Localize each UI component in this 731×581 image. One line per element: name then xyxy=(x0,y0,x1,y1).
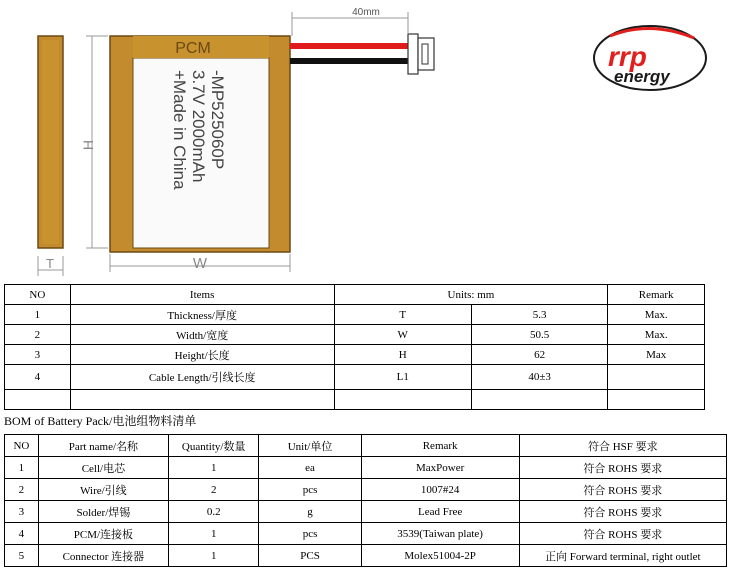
spec-item: Width/宽度 xyxy=(70,325,334,345)
bom-no: 2 xyxy=(5,479,39,501)
spec-table xyxy=(4,284,705,410)
spec-symbol: T xyxy=(334,305,471,325)
spec-value xyxy=(471,390,607,410)
bom-unit: pcs xyxy=(259,479,361,501)
bom-header-remark: Remark xyxy=(361,435,519,457)
bom-part: Solder/焊锡 xyxy=(38,501,168,523)
cell-origin-text: +Made in China xyxy=(170,70,189,190)
bom-table xyxy=(4,434,727,567)
table-row xyxy=(5,365,705,390)
bom-unit: PCS xyxy=(259,545,361,567)
logo-mark: rrp xyxy=(608,41,647,72)
spec-item: Height/长度 xyxy=(70,345,334,365)
dim-width-label: W xyxy=(192,255,208,272)
spec-value: 5.3 xyxy=(471,305,607,325)
spec-no: 2 xyxy=(5,325,71,345)
spec-remark xyxy=(608,390,705,410)
bom-qty: 2 xyxy=(168,479,259,501)
spec-remark: Max. xyxy=(608,325,705,345)
bom-unit: g xyxy=(259,501,361,523)
spec-value: 50.5 xyxy=(471,325,607,345)
bom-header-qty: Quantity/数量 xyxy=(168,435,259,457)
bom-qty: 1 xyxy=(168,545,259,567)
bom-remark: Molex51004-2P xyxy=(361,545,519,567)
bom-remark: MaxPower xyxy=(361,457,519,479)
spec-header-items: Items xyxy=(70,285,334,305)
bom-part: Wire/引线 xyxy=(38,479,168,501)
logo-name: energy xyxy=(614,67,670,86)
cell-model-text: -MP525060P xyxy=(208,70,227,170)
battery-drawing xyxy=(0,0,600,282)
table-row xyxy=(5,345,705,365)
spec-item: Thickness/厚度 xyxy=(70,305,334,325)
bom-no: 5 xyxy=(5,545,39,567)
red-wire xyxy=(290,43,408,49)
table-row xyxy=(5,523,727,545)
spec-no: 1 xyxy=(5,305,71,325)
bom-qty: 1 xyxy=(168,523,259,545)
table-row xyxy=(5,479,727,501)
table-row xyxy=(5,545,727,567)
spec-header-no: NO xyxy=(5,285,71,305)
spec-item xyxy=(70,390,334,410)
dim-length-label: 40mm xyxy=(352,7,380,18)
bom-no: 1 xyxy=(5,457,39,479)
black-wire xyxy=(290,58,408,64)
cell-voltage-text: 3.7V 2000mAh xyxy=(189,70,208,183)
bom-part: Connector 连接器 xyxy=(38,545,168,567)
pcm-label: PCM xyxy=(175,40,211,57)
spec-value: 62 xyxy=(471,345,607,365)
spec-header-units: Units: mm xyxy=(334,285,608,305)
table-row xyxy=(5,325,705,345)
bom-qty: 0.2 xyxy=(168,501,259,523)
spec-symbol xyxy=(334,390,471,410)
connector xyxy=(408,34,418,74)
spec-symbol: W xyxy=(334,325,471,345)
bom-header-unit: Unit/单位 xyxy=(259,435,361,457)
spec-no: 3 xyxy=(5,345,71,365)
bom-header-hsf: 符合 HSF 要求 xyxy=(519,435,726,457)
bom-hsf: 符合 ROHS 要求 xyxy=(519,457,726,479)
bom-no: 3 xyxy=(5,501,39,523)
bom-part: Cell/电芯 xyxy=(38,457,168,479)
spec-no: 4 xyxy=(5,365,71,390)
spec-remark: Max xyxy=(608,345,705,365)
table-row xyxy=(5,390,705,410)
dim-height-label: H xyxy=(80,139,96,151)
table-row xyxy=(5,305,705,325)
bom-header-part: Part name/名称 xyxy=(38,435,168,457)
spec-no xyxy=(5,390,71,410)
bom-unit: pcs xyxy=(259,523,361,545)
bom-unit: ea xyxy=(259,457,361,479)
bom-remark: 1007#24 xyxy=(361,479,519,501)
rrp-energy-logo xyxy=(590,22,710,92)
bom-remark: 3539(Taiwan plate) xyxy=(361,523,519,545)
spec-symbol: L1 xyxy=(334,365,471,390)
table-row xyxy=(5,501,727,523)
table-row xyxy=(5,457,727,479)
bom-header-row xyxy=(5,435,727,457)
bom-hsf: 符合 ROHS 要求 xyxy=(519,501,726,523)
bom-header-no: NO xyxy=(5,435,39,457)
spec-item: Cable Length/引线长度 xyxy=(70,365,334,390)
bom-hsf: 符合 ROHS 要求 xyxy=(519,523,726,545)
bom-qty: 1 xyxy=(168,457,259,479)
spec-symbol: H xyxy=(334,345,471,365)
bom-hsf: 符合 ROHS 要求 xyxy=(519,479,726,501)
bom-hsf: 正向 Forward terminal, right outlet xyxy=(519,545,726,567)
spec-value: 40±3 xyxy=(471,365,607,390)
bom-part: PCM/连接板 xyxy=(38,523,168,545)
bom-title: BOM of Battery Pack/电池组物料清单 xyxy=(4,414,197,428)
spec-header-row xyxy=(5,285,705,305)
spec-remark: Max. xyxy=(608,305,705,325)
dim-thickness-label: T xyxy=(46,256,54,271)
bom-no: 4 xyxy=(5,523,39,545)
spec-remark xyxy=(608,365,705,390)
bom-remark: Lead Free xyxy=(361,501,519,523)
spec-header-remark: Remark xyxy=(608,285,705,305)
